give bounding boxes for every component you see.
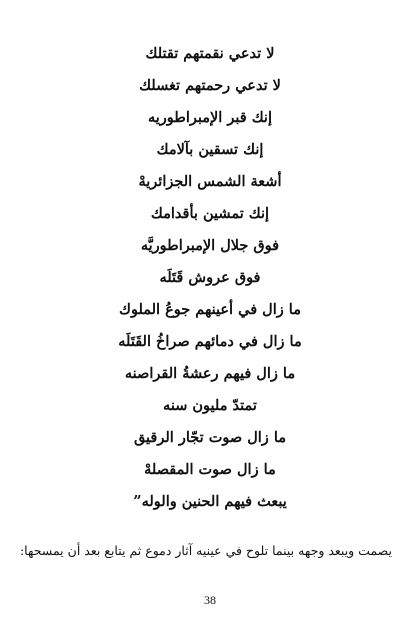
poem-line: أشعة الشمس الجزائريهْ: [138, 173, 282, 190]
poem-line: ما زال صوت المقصلهْ: [144, 461, 276, 478]
poem-line: لا تدعي رحمتهم تغسلك: [139, 77, 281, 94]
poem-line: ما زال صوت تجّار الرقيق: [133, 429, 287, 446]
poem-line: ما زال فيهم رعشةُ القراصنه: [124, 365, 296, 382]
poem-line: فوق جلال الإمبراطوريَّه: [140, 237, 280, 254]
poem-line: ما زال في أعينهم جوعُ الملوك: [119, 301, 301, 318]
page-number: 38: [204, 593, 216, 607]
poem-line: ما زال في دمائهم صراخُ القَتَلَه: [118, 333, 302, 350]
poem-line: يبعث فيهم الحنين والوله”: [133, 493, 287, 510]
poem-line: إنك تسقين بآلامك: [156, 141, 264, 158]
poem-line: فوق عروش قَتَلَه: [159, 269, 261, 286]
poem-line: إنك تمشين بأقدامك: [150, 205, 270, 222]
poem-line: لا تدعي نقمتهم تقتلك: [145, 45, 275, 62]
poem-line: إنك قبر الإمبراطوريه: [147, 109, 272, 126]
poem-line: تمتدّ مليون سنه: [163, 397, 257, 414]
poem-stanza: [0, 38, 420, 518]
prose-paragraph: يصمت ويبعد وجهه بينما تلوح في عينيه آثار دموع ثم يتابع بعد أن يمسحها:: [19, 543, 392, 558]
